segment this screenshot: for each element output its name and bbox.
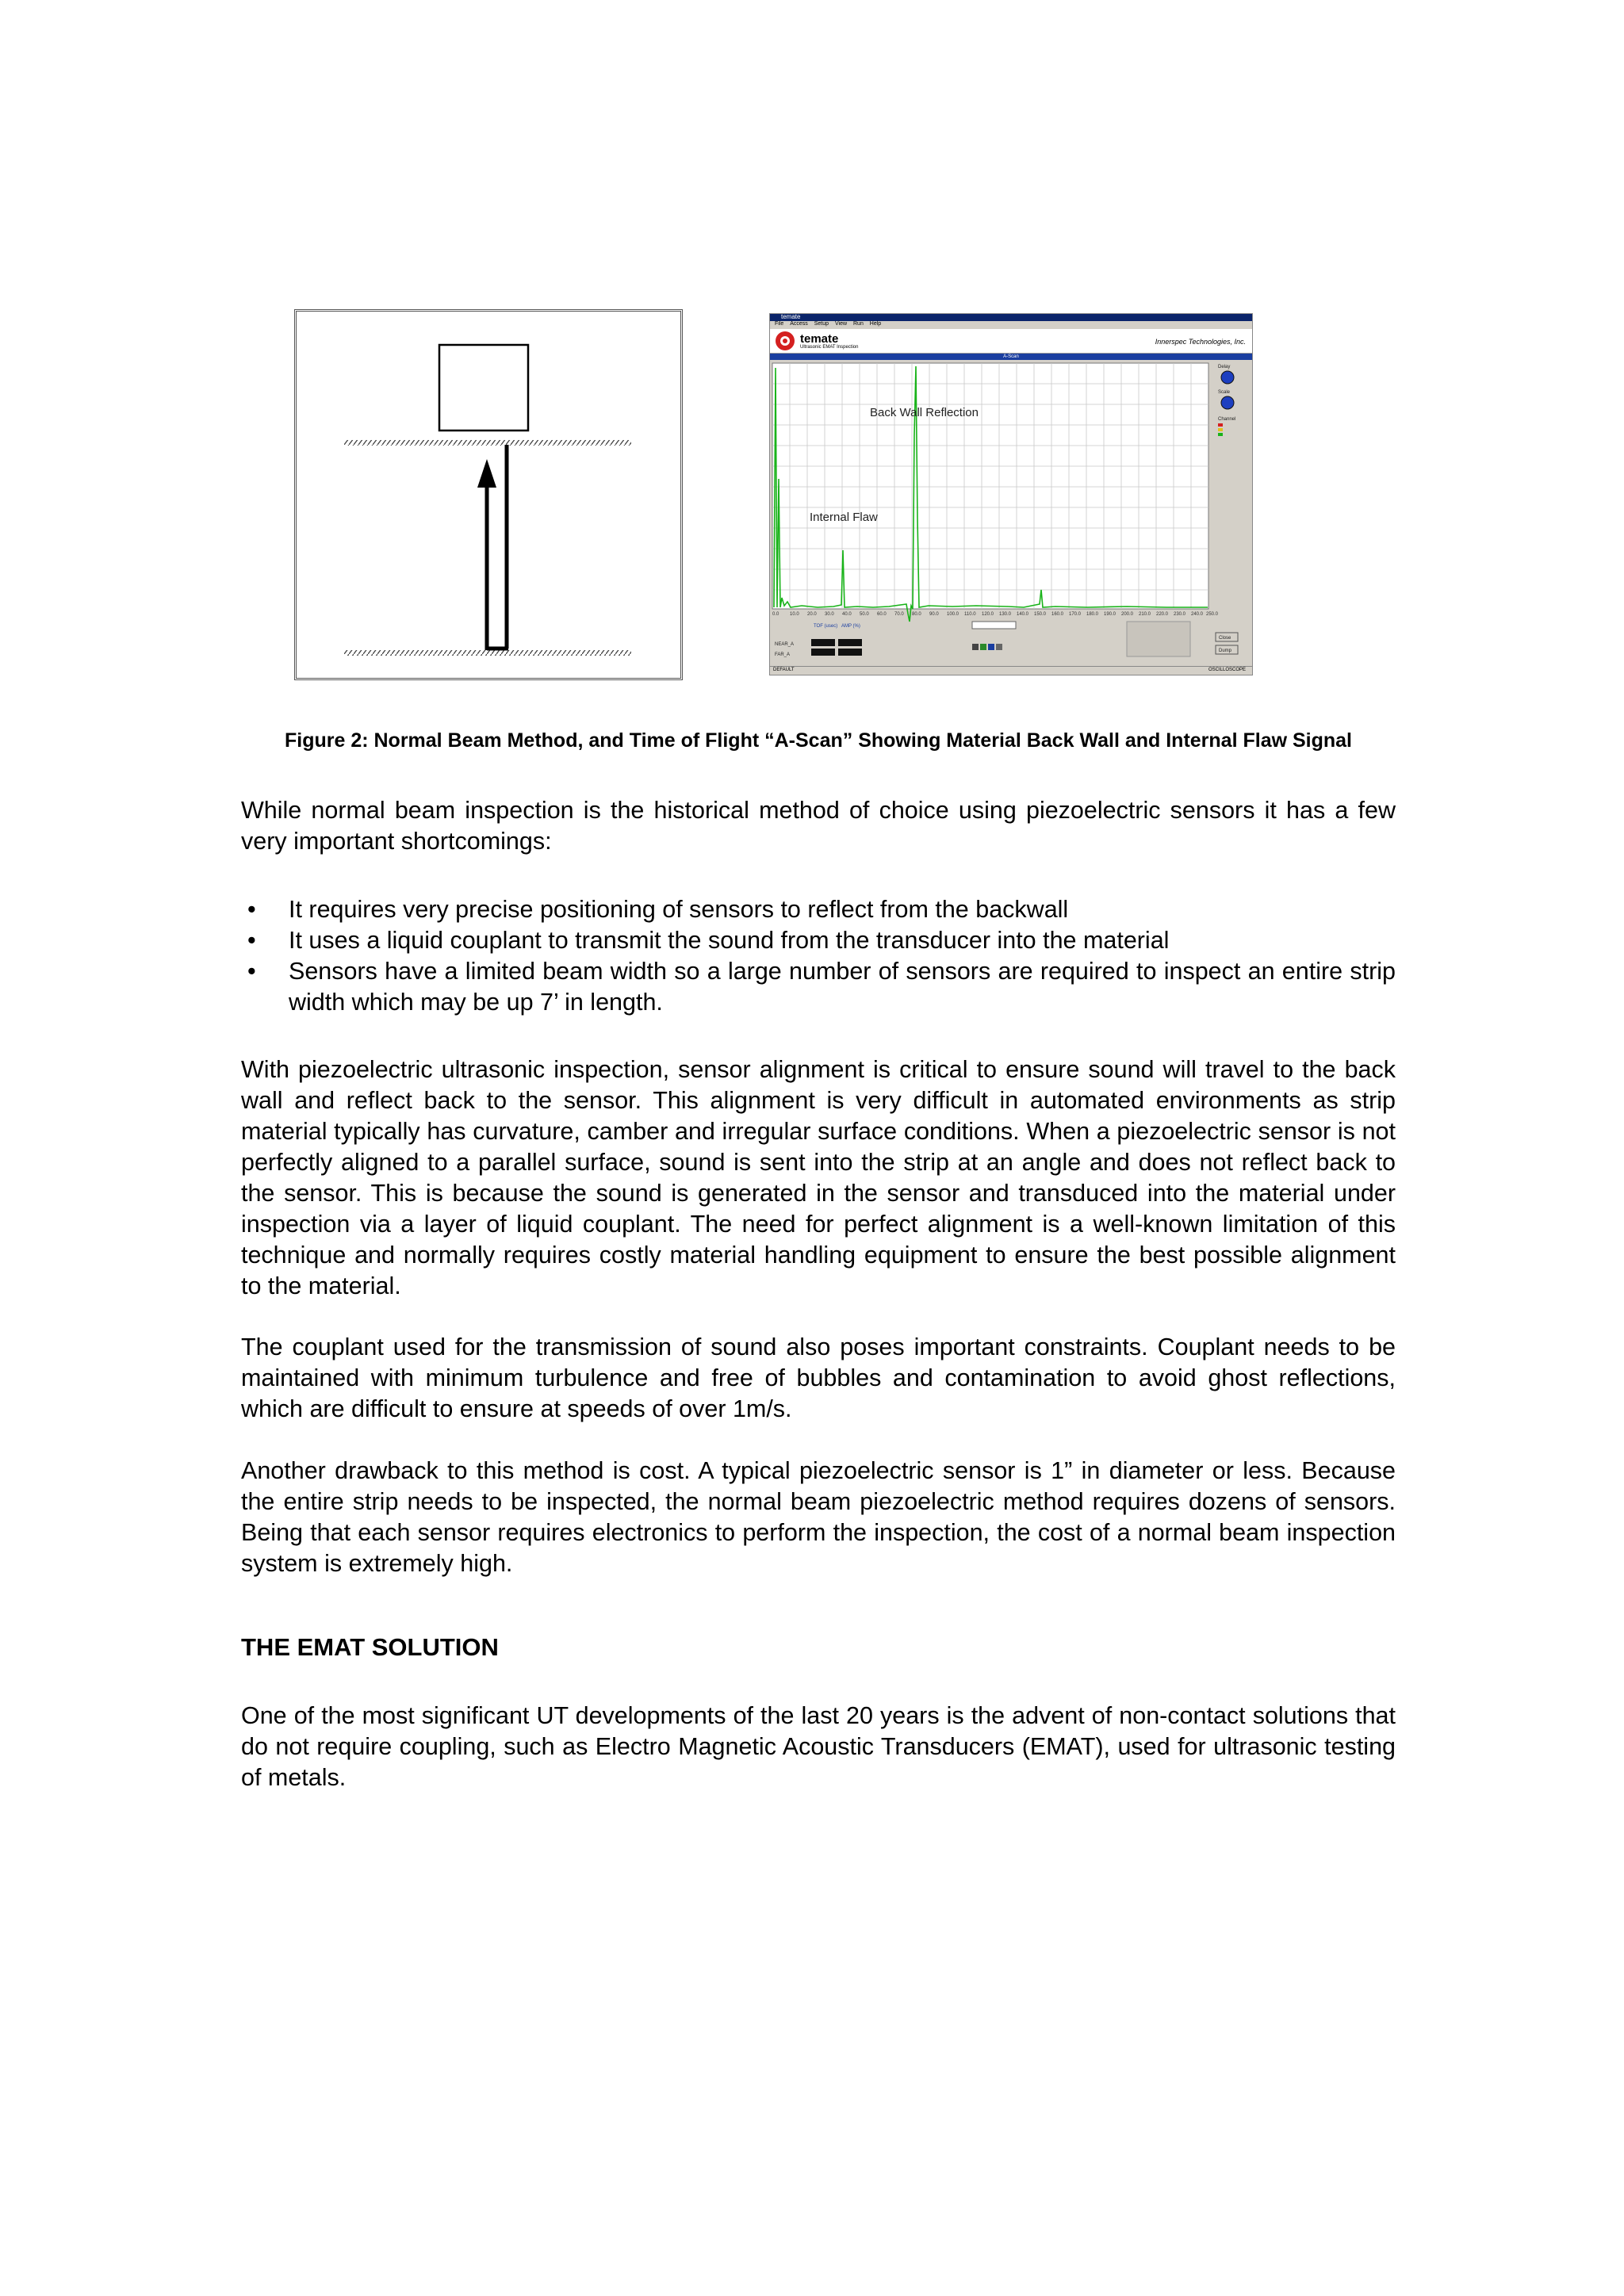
logo-text: temate xyxy=(800,332,839,346)
window-title: temate xyxy=(781,313,801,320)
x-tick: 150.0 xyxy=(1034,612,1047,617)
menu-view[interactable]: View xyxy=(835,321,848,327)
menu-help[interactable]: Help xyxy=(869,321,882,327)
back-wall-hatch xyxy=(344,650,631,656)
menu-setup[interactable]: Setup xyxy=(814,321,829,327)
x-tick: 80.0 xyxy=(912,612,921,617)
list-item: • It requires very precise positioning of sensors to reflect from the backwall xyxy=(247,896,1069,923)
a-scan-screenshot xyxy=(769,313,1253,675)
arrow-up-icon xyxy=(477,459,496,488)
delay-label: Delay xyxy=(1218,365,1231,369)
x-tick: 90.0 xyxy=(929,612,939,617)
tool-icon[interactable] xyxy=(980,644,986,650)
status-bar xyxy=(770,666,1252,675)
tool-icon[interactable] xyxy=(988,644,994,650)
status-right: OSCILLOSCOPE xyxy=(1208,668,1246,672)
scale-label: Scale xyxy=(1218,390,1231,395)
menu-file[interactable]: File xyxy=(775,321,784,327)
normal-beam-diagram xyxy=(294,309,683,680)
menu-access[interactable]: Access xyxy=(790,321,808,327)
panel-title: A-Scan xyxy=(1003,354,1019,359)
x-tick: 110.0 xyxy=(964,612,976,617)
x-tick: 30.0 xyxy=(825,612,834,617)
x-tick: 120.0 xyxy=(982,612,994,617)
x-tick: 180.0 xyxy=(1086,612,1099,617)
x-tick: 140.0 xyxy=(1017,612,1029,617)
x-tick: 240.0 xyxy=(1191,612,1204,617)
cost-paragraph: Another drawback to this method is cost. A typical piezoelectric sensor is 1” in diameter or less. Because the entire strip needs to be inspected, the normal beam piezoelectric method requires dozens of sensors. Being that each sensor requires electronics to perform the inspection, the cost of a normal beam inspection system is extremely high. xyxy=(241,1457,1396,1577)
x-tick: 250.0 xyxy=(1206,612,1219,617)
x-tick: 70.0 xyxy=(894,612,904,617)
gates-panel xyxy=(1127,622,1190,656)
menu-run[interactable]: Run xyxy=(853,321,864,327)
mode-select[interactable] xyxy=(972,622,1016,629)
menu-bar xyxy=(770,321,1252,329)
x-tick: 130.0 xyxy=(999,612,1012,617)
window-titlebar xyxy=(770,314,1252,321)
top-surface-hatch xyxy=(344,440,631,446)
x-tick: 10.0 xyxy=(790,612,799,617)
near-amp-display xyxy=(838,639,862,646)
shortcomings-list xyxy=(241,894,1396,1018)
internal-flaw-label: Internal Flaw xyxy=(810,511,878,524)
emat-paragraph: One of the most significant UT developments of the last 20 years is the advent of non-contact solutions that do not require coupling, such as Electro Magnetic Acoustic Transducers (EMAT), used for ultrasonic testing of metals. xyxy=(241,1702,1396,1791)
x-tick: 60.0 xyxy=(877,612,887,617)
figure-caption: Figure 2: Normal Beam Method, and Time of Flight “A-Scan” Showing Material Back Wall and Internal Flaw Signal xyxy=(284,729,1353,752)
far-amp-display xyxy=(838,649,862,656)
x-tick: 160.0 xyxy=(1051,612,1064,617)
logo-subtitle: Ultrasonic EMAT Inspection xyxy=(800,345,859,350)
tool-icon[interactable] xyxy=(972,644,979,650)
delay-knob-icon[interactable] xyxy=(1221,371,1234,384)
tof-label: TOF (usec) xyxy=(814,624,838,629)
company-name: Innerspec Technologies, Inc. xyxy=(1155,338,1246,346)
normal-beam-diagram-icon xyxy=(297,312,680,678)
x-tick: 220.0 xyxy=(1156,612,1169,617)
transducer-box xyxy=(439,345,528,430)
panel-title-bar xyxy=(770,354,1252,360)
x-tick: 0.0 xyxy=(772,612,779,617)
x-tick: 20.0 xyxy=(807,612,817,617)
section-heading: THE EMAT SOLUTION xyxy=(241,1633,499,1661)
channel-label: Channel xyxy=(1218,417,1236,422)
x-tick: 100.0 xyxy=(947,612,959,617)
scale-knob-icon[interactable] xyxy=(1221,396,1234,409)
far-label: FAR_A xyxy=(775,652,791,657)
x-tick: 40.0 xyxy=(842,612,852,617)
a-scan-plot xyxy=(770,360,1253,669)
x-tick: 170.0 xyxy=(1069,612,1082,617)
temate-logo-icon xyxy=(774,330,796,352)
x-tick: 210.0 xyxy=(1139,612,1151,617)
far-tof-display xyxy=(811,649,835,656)
list-item: • Sensors have a limited beam width so a large number of sensors are required to inspect an entire strip width which may be up 7’ in length. xyxy=(247,958,1396,1016)
near-label: NEAR_A xyxy=(775,642,795,647)
couplant-paragraph: The couplant used for the transmission of sound also poses important constraints. Couplant needs to be maintained with minimum turbulence and free of bubbles and contamination to avoid ghost reflections, which are difficult to ensure at speeds of over 1m/s. xyxy=(241,1334,1396,1422)
x-axis-ticks xyxy=(772,612,1219,617)
x-tick: 230.0 xyxy=(1174,612,1186,617)
x-tick: 190.0 xyxy=(1104,612,1116,617)
intro-paragraph: While normal beam inspection is the historical method of choice using piezoelectric sensors it has a few very important shortcomings: xyxy=(241,797,1396,855)
back-wall-label: Back Wall Reflection xyxy=(870,406,979,419)
x-tick: 50.0 xyxy=(860,612,869,617)
tool-icon[interactable] xyxy=(996,644,1002,650)
dump-button-label: Dump xyxy=(1219,649,1232,653)
app-header xyxy=(770,329,1252,354)
amp-label: AMP (%) xyxy=(841,624,860,629)
alignment-paragraph: With piezoelectric ultrasonic inspection, sensor alignment is critical to ensure sound will travel to the back wall and reflect back to the sensor. This alignment is very difficult in automated environments as strip material typically has curvature, camber and irregular surface conditions. When a piezoelectric sensor is not perfectly aligned to a parallel surface, sound is sent into the strip at an angle and does not reflect back to the sensor. This is because the sound is generated in the sensor and transduced into the material under inspection via a layer of liquid couplant. The need for perfect alignment is a well-known limitation of this technique and normally requires costly material handling equipment to ensure the best possible alignment to the material. xyxy=(241,1056,1396,1299)
list-item: • It uses a liquid couplant to transmit the sound from the transducer into the material xyxy=(247,927,1170,954)
status-left: DEFAULT xyxy=(773,668,795,672)
near-tof-display xyxy=(811,639,835,646)
close-button-label: Close xyxy=(1219,636,1231,641)
x-tick: 200.0 xyxy=(1121,612,1134,617)
